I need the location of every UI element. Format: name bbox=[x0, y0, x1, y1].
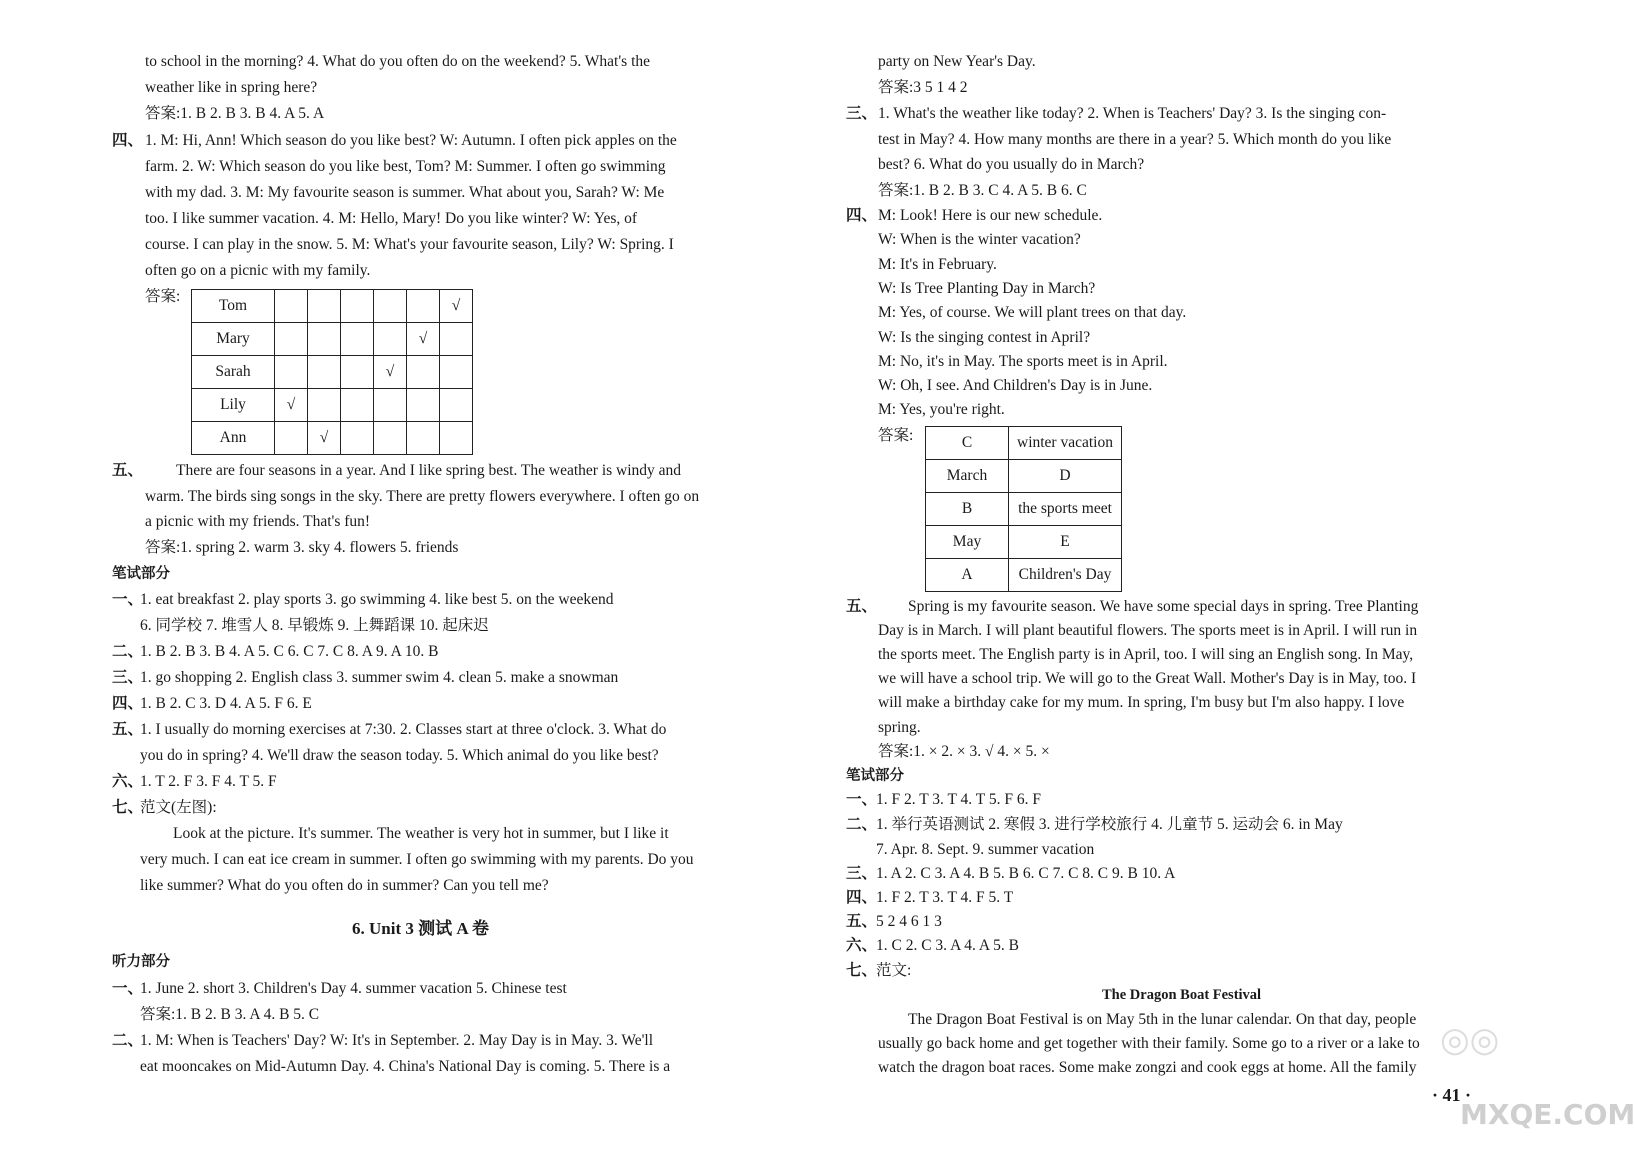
section-marker: 三、 bbox=[846, 105, 878, 122]
answer-line: 答案:3 5 1 4 2 bbox=[878, 79, 968, 96]
section-marker: 五、 bbox=[846, 913, 878, 930]
text-line: you do in spring? 4. We'll draw the season today. 5. Which animal do you like best? bbox=[140, 747, 659, 764]
schedule-answer-table bbox=[925, 426, 1122, 592]
text-line: 1. C 2. C 3. A 4. A 5. B bbox=[876, 937, 1019, 954]
check-cell bbox=[275, 290, 308, 323]
text-line: 1. I usually do morning exercises at 7:30. 2. Classes start at three o'clock. 3. What do bbox=[140, 721, 667, 738]
check-cell bbox=[374, 323, 407, 356]
dialogue-line: W: Is the singing contest in April? bbox=[878, 329, 1091, 346]
schedule-event-cell: E bbox=[1009, 526, 1122, 559]
text-line: course. I can play in the snow. 5. M: What's your favourite season, Lily? W: Spring. I bbox=[145, 236, 674, 253]
text-line: 7. Apr. 8. Sept. 9. summer vacation bbox=[876, 841, 1095, 858]
unit-title: 6. Unit 3 测试 A 卷 bbox=[352, 919, 489, 938]
listening-section-header: 听力部分 bbox=[112, 954, 170, 970]
schedule-event-cell: winter vacation bbox=[1009, 427, 1122, 460]
text-line: test in May? 4. How many months are there in a year? 5. Which month do you like bbox=[878, 131, 1392, 148]
essay-line: watch the dragon boat races. Some make zongzi and cook eggs at home. All the family bbox=[878, 1059, 1417, 1076]
table-row bbox=[926, 460, 1122, 493]
dialogue-line: M: Yes, of course. We will plant trees on that day. bbox=[878, 304, 1187, 321]
table-row bbox=[926, 559, 1122, 592]
dialogue-line: M: Look! Here is our new schedule. bbox=[878, 207, 1103, 224]
check-cell bbox=[407, 389, 440, 422]
section-marker: 二、 bbox=[846, 816, 878, 833]
check-cell bbox=[308, 323, 341, 356]
text-line: best? 6. What do you usually do in March? bbox=[878, 156, 1145, 173]
check-cell bbox=[374, 422, 407, 455]
section-marker: 七、 bbox=[846, 962, 878, 979]
check-cell: √ bbox=[275, 389, 308, 422]
text-line: 范文: bbox=[876, 962, 912, 979]
section-marker: 五、 bbox=[112, 462, 144, 479]
check-cell bbox=[341, 389, 374, 422]
dialogue-line: M: It's in February. bbox=[878, 256, 997, 273]
check-cell bbox=[440, 323, 473, 356]
answer-line: 答案:1. spring 2. warm 3. sky 4. flowers 5. friends bbox=[145, 539, 459, 556]
schedule-event-cell: D bbox=[1009, 460, 1122, 493]
section-marker: 一、 bbox=[846, 791, 878, 808]
text-line: 6. 同学校 7. 堆雪人 8. 早锻炼 9. 上舞蹈课 10. 起床迟 bbox=[140, 617, 489, 634]
text-line: 1. F 2. T 3. T 4. F 5. T bbox=[876, 889, 1014, 906]
check-cell bbox=[275, 356, 308, 389]
text-line: the sports meet. The English party is in April, too. I will sing an English song. In May, bbox=[878, 646, 1414, 663]
schedule-key-cell: B bbox=[926, 493, 1009, 526]
section-marker: 一、 bbox=[112, 591, 144, 608]
section-marker: 五、 bbox=[112, 721, 144, 738]
schedule-event-cell: the sports meet bbox=[1009, 493, 1122, 526]
table-row bbox=[192, 323, 473, 356]
text-line: 1. T 2. F 3. F 4. T 5. F bbox=[140, 773, 277, 790]
text-line: 1. A 2. C 3. A 4. B 5. B 6. C 7. C 8. C 9. B 10. A bbox=[876, 865, 1176, 882]
text-line: 1. June 2. short 3. Children's Day 4. summer vacation 5. Chinese test bbox=[140, 980, 567, 997]
section-marker: 六、 bbox=[846, 937, 878, 954]
dialogue-line: M: No, it's in May. The sports meet is in April. bbox=[878, 353, 1168, 370]
essay-line: usually go back home and get together with their family. Some go to a river or a lake to bbox=[878, 1035, 1420, 1052]
check-cell bbox=[308, 389, 341, 422]
text-line: eat mooncakes on Mid-Autumn Day. 4. China's National Day is coming. 5. There is a bbox=[140, 1058, 671, 1075]
check-cell: √ bbox=[407, 323, 440, 356]
section-marker: 四、 bbox=[112, 132, 144, 149]
text-line: 1. M: When is Teachers' Day? W: It's in September. 2. May Day is in May. 3. We'll bbox=[140, 1032, 654, 1049]
table-row bbox=[192, 422, 473, 455]
text-line: a picnic with my friends. That's fun! bbox=[145, 513, 371, 530]
section-marker: 四、 bbox=[846, 889, 878, 906]
check-cell bbox=[275, 323, 308, 356]
text-line: 5 2 4 6 1 3 bbox=[876, 913, 942, 930]
check-cell bbox=[374, 389, 407, 422]
written-section-header: 笔试部分 bbox=[846, 768, 904, 784]
text-line: party on New Year's Day. bbox=[878, 53, 1036, 70]
answer-label: 答案: bbox=[145, 288, 181, 305]
section-marker: 三、 bbox=[846, 865, 878, 882]
answer-line: 答案:1. × 2. × 3. √ 4. × 5. × bbox=[878, 743, 1050, 760]
section-marker: 一、 bbox=[112, 980, 144, 997]
text-line: 1. F 2. T 3. T 4. T 5. F 6. F bbox=[876, 791, 1041, 808]
table-row bbox=[192, 290, 473, 323]
check-cell bbox=[341, 323, 374, 356]
student-name-cell: Lily bbox=[192, 389, 275, 422]
text-line: Look at the picture. It's summer. The weather is very hot in summer, but I like it bbox=[173, 825, 669, 842]
text-line: to school in the morning? 4. What do you often do on the weekend? 5. What's the bbox=[145, 53, 650, 70]
text-line: 1. 举行英语测试 2. 寒假 3. 进行学校旅行 4. 儿童节 5. 运动会 6. in May bbox=[876, 816, 1343, 833]
section-marker: 五、 bbox=[846, 598, 878, 615]
student-name-cell: Tom bbox=[192, 290, 275, 323]
text-line: will make a birthday cake for my mum. In spring, I'm busy but I'm also happy. I love bbox=[878, 694, 1405, 711]
schedule-key-cell: March bbox=[926, 460, 1009, 493]
essay-line: The Dragon Boat Festival is on May 5th in the lunar calendar. On that day, people bbox=[908, 1011, 1417, 1028]
check-cell bbox=[275, 422, 308, 455]
text-line: 1. M: Hi, Ann! Which season do you like best? W: Autumn. I often pick apples on the bbox=[145, 132, 677, 149]
check-cell bbox=[440, 356, 473, 389]
text-line: 1. What's the weather like today? 2. When is Teachers' Day? 3. Is the singing con- bbox=[878, 105, 1387, 122]
check-cell bbox=[308, 290, 341, 323]
check-cell: √ bbox=[308, 422, 341, 455]
text-line: 范文(左图): bbox=[140, 799, 217, 816]
section-marker: 三、 bbox=[112, 669, 144, 686]
text-line: Spring is my favourite season. We have some special days in spring. Tree Planting bbox=[908, 598, 1419, 615]
section-marker: 二、 bbox=[112, 1032, 144, 1049]
dialogue-line: M: Yes, you're right. bbox=[878, 401, 1005, 418]
schedule-key-cell: C bbox=[926, 427, 1009, 460]
student-name-cell: Sarah bbox=[192, 356, 275, 389]
page-number: · 41 · bbox=[1432, 1085, 1472, 1105]
schedule-event-cell: Children's Day bbox=[1009, 559, 1122, 592]
text-line: warm. The birds sing songs in the sky. There are pretty flowers everywhere. I often go on bbox=[145, 488, 700, 505]
section-marker: 四、 bbox=[846, 207, 878, 224]
schedule-key-cell: May bbox=[926, 526, 1009, 559]
check-cell: √ bbox=[374, 356, 407, 389]
check-cell bbox=[341, 290, 374, 323]
check-cell: √ bbox=[440, 290, 473, 323]
dialogue-line: W: When is the winter vacation? bbox=[878, 231, 1081, 248]
watermark-logo-icon: ◎◎ bbox=[1440, 1020, 1500, 1060]
text-line: 1. B 2. C 3. D 4. A 5. F 6. E bbox=[140, 695, 312, 712]
check-cell bbox=[440, 422, 473, 455]
watermark-text: MXQE.COM bbox=[1460, 1098, 1635, 1131]
dialogue-line: W: Oh, I see. And Children's Day is in June. bbox=[878, 377, 1153, 394]
table-row bbox=[926, 526, 1122, 559]
answer-line: 答案:1. B 2. B 3. B 4. A 5. A bbox=[145, 105, 325, 122]
table-row bbox=[926, 493, 1122, 526]
check-cell bbox=[440, 389, 473, 422]
section-marker: 四、 bbox=[112, 695, 144, 712]
table-row bbox=[926, 427, 1122, 460]
section-marker: 六、 bbox=[112, 773, 144, 790]
check-cell bbox=[407, 422, 440, 455]
text-line: very much. I can eat ice cream in summer. I often go swimming with my parents. Do you bbox=[140, 851, 694, 868]
text-line: 1. go shopping 2. English class 3. summer swim 4. clean 5. make a snowman bbox=[140, 669, 619, 686]
season-answer-table bbox=[191, 289, 473, 455]
check-cell bbox=[407, 290, 440, 323]
text-line: often go on a picnic with my family. bbox=[145, 262, 371, 279]
text-line: too. I like summer vacation. 4. M: Hello, Mary! Do you like winter? W: Yes, of bbox=[145, 210, 638, 227]
section-marker: 二、 bbox=[112, 643, 144, 660]
dialogue-line: W: Is Tree Planting Day in March? bbox=[878, 280, 1096, 297]
check-cell bbox=[374, 290, 407, 323]
table-row bbox=[192, 356, 473, 389]
text-line: 1. eat breakfast 2. play sports 3. go swimming 4. like best 5. on the weekend bbox=[140, 591, 614, 608]
essay-title: The Dragon Boat Festival bbox=[1102, 987, 1262, 1003]
text-line: farm. 2. W: Which season do you like best, Tom? M: Summer. I often go swimming bbox=[145, 158, 666, 175]
check-cell bbox=[341, 356, 374, 389]
answer-label: 答案: bbox=[878, 427, 914, 444]
text-line: we will have a school trip. We will go to the Great Wall. Mother's Day is in May, too. I bbox=[878, 670, 1417, 687]
text-line: weather like in spring here? bbox=[145, 79, 318, 96]
student-name-cell: Ann bbox=[192, 422, 275, 455]
check-cell bbox=[407, 356, 440, 389]
answer-line: 答案:1. B 2. B 3. A 4. B 5. C bbox=[140, 1006, 320, 1023]
written-section-header: 笔试部分 bbox=[112, 566, 170, 582]
section-marker: 七、 bbox=[112, 799, 144, 816]
check-cell bbox=[341, 422, 374, 455]
text-line: 1. B 2. B 3. B 4. A 5. C 6. C 7. C 8. A 9. A 10. B bbox=[140, 643, 439, 660]
schedule-key-cell: A bbox=[926, 559, 1009, 592]
student-name-cell: Mary bbox=[192, 323, 275, 356]
text-line: like summer? What do you often do in summer? Can you tell me? bbox=[140, 877, 549, 894]
text-line: spring. bbox=[878, 719, 921, 736]
text-line: Day is in March. I will plant beautiful flowers. The sports meet is in April. I will run in bbox=[878, 622, 1418, 639]
text-line: There are four seasons in a year. And I like spring best. The weather is windy and bbox=[176, 462, 682, 479]
answer-line: 答案:1. B 2. B 3. C 4. A 5. B 6. C bbox=[878, 182, 1087, 199]
table-row bbox=[192, 389, 473, 422]
text-line: with my dad. 3. M: My favourite season is summer. What about you, Sarah? W: Me bbox=[145, 184, 665, 201]
check-cell bbox=[308, 356, 341, 389]
